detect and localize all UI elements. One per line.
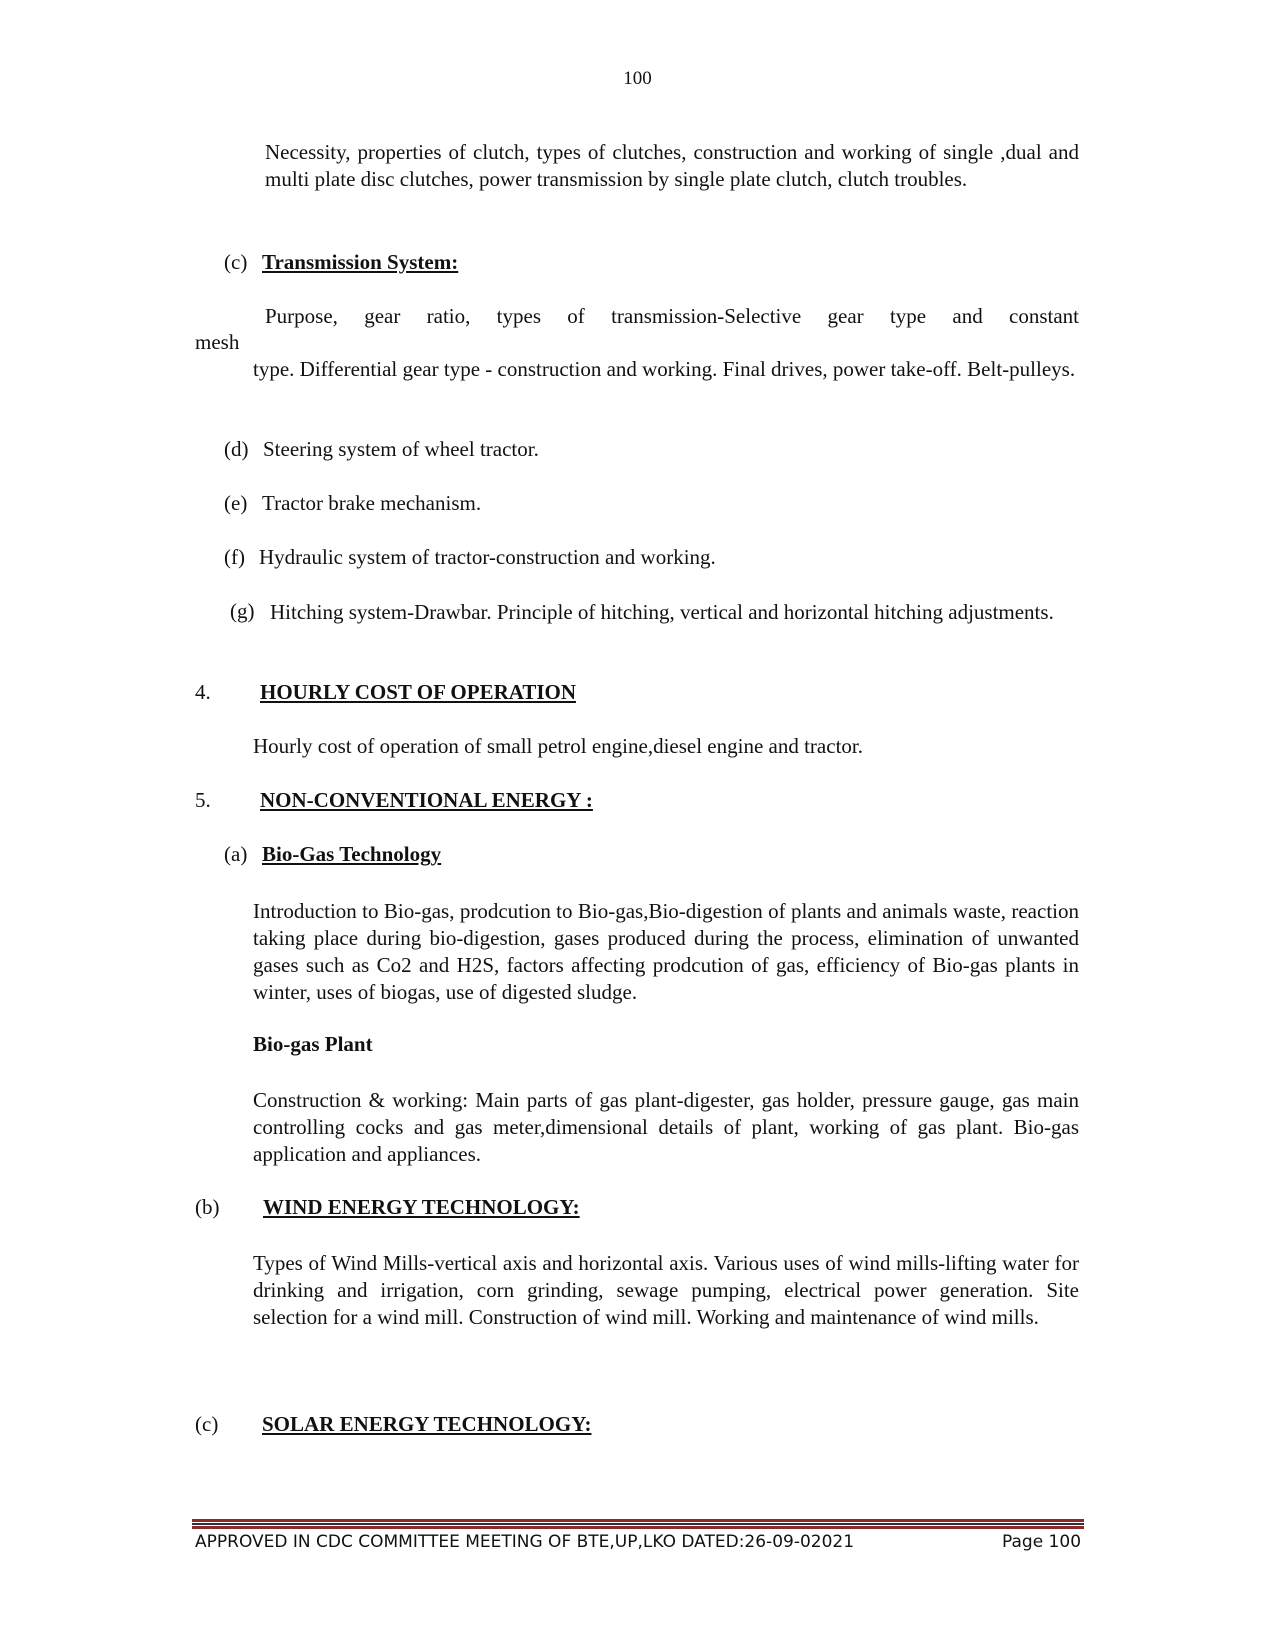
item-e-text: Tractor brake mechanism. xyxy=(262,491,482,515)
item-g-text: Hitching system-Drawbar. Principle of hitching, vertical and horizontal hitching adjustments. xyxy=(270,600,1054,624)
item-d-marker: (d) xyxy=(224,437,249,461)
transmission-paragraph: type. Differential gear type - construction and working. Final drives, power take-off. Belt-pulleys. xyxy=(253,357,1076,381)
transmission-heading: Transmission System: xyxy=(262,250,459,274)
item-e-marker: (e) xyxy=(224,491,248,515)
section-5a-marker: (a) xyxy=(224,842,248,866)
biogas-technology-heading: Bio-Gas Technology xyxy=(262,842,442,866)
item-d-text: Steering system of wheel tractor. xyxy=(263,437,539,461)
wind-energy-heading: WIND ENERGY TECHNOLOGY: xyxy=(263,1195,580,1219)
footer-rule-bottom xyxy=(192,1526,1084,1529)
footer-rule-top xyxy=(192,1519,1084,1522)
page-number-top: 100 xyxy=(623,68,652,89)
clutch-paragraph: Necessity, properties of clutch, types of clutches, construction and working of single ,dual and multi plate disc clutches, power transmission by single plate clutch, clutch troubles. xyxy=(265,140,1079,191)
footer-rule-middle xyxy=(192,1523,1084,1525)
transmission-mesh-word: mesh xyxy=(195,330,240,354)
section-4-text: Hourly cost of operation of small petrol engine,diesel engine and tractor. xyxy=(253,734,863,758)
section-5b-marker: (b) xyxy=(195,1195,220,1219)
item-f-text: Hydraulic system of tractor-construction and working. xyxy=(259,545,716,569)
biogas-paragraph: Introduction to Bio-gas, prodcution to Bio-gas,Bio-digestion of plants and animals waste, reaction taking place during bio-digestion, gases produced during the process, elimination of unwanted gases such as Co2 and H2S, factors affecting prodcution of gas, efficiency of Bio-gas plants in winter, uses of biogas, use of digested sludge. xyxy=(253,899,1079,1004)
section-5-heading: NON-CONVENTIONAL ENERGY : xyxy=(260,788,593,812)
section-5c-marker: (c) xyxy=(195,1412,219,1436)
footer-page-number: Page 100 xyxy=(1002,1532,1082,1552)
item-g-marker: (g) xyxy=(230,599,255,623)
footer-approval-text: APPROVED IN CDC COMMITTEE MEETING OF BTE,UP,LKO DATED:26-09-02021 xyxy=(195,1532,855,1552)
item-c-marker: (c) xyxy=(224,250,248,274)
solar-energy-heading: SOLAR ENERGY TECHNOLOGY: xyxy=(262,1412,592,1436)
wind-energy-paragraph: Types of Wind Mills-vertical axis and horizontal axis. Various uses of wind mills-lifting water for drinking and irrigation, corn grinding, sewage pumping, electrical power generation. Site selection for a wind mill. Construction of wind mill. Working and maintenance of wind mills. xyxy=(253,1251,1079,1329)
transmission-line-1: Purpose, gear ratio, types of transmission-Selective gear type and constant xyxy=(265,304,1079,328)
section-5-number: 5. xyxy=(195,788,211,812)
section-4-heading: HOURLY COST OF OPERATION xyxy=(260,680,577,704)
item-f-marker: (f) xyxy=(224,545,245,569)
biogas-plant-heading: Bio-gas Plant xyxy=(253,1032,373,1056)
biogas-plant-paragraph: Construction & working: Main parts of gas plant-digester, gas holder, pressure gauge, gas main controlling cocks and gas meter,dimensional details of plant, working of gas plant. Bio-gas application and appliances. xyxy=(253,1088,1079,1166)
section-4-number: 4. xyxy=(195,680,211,704)
